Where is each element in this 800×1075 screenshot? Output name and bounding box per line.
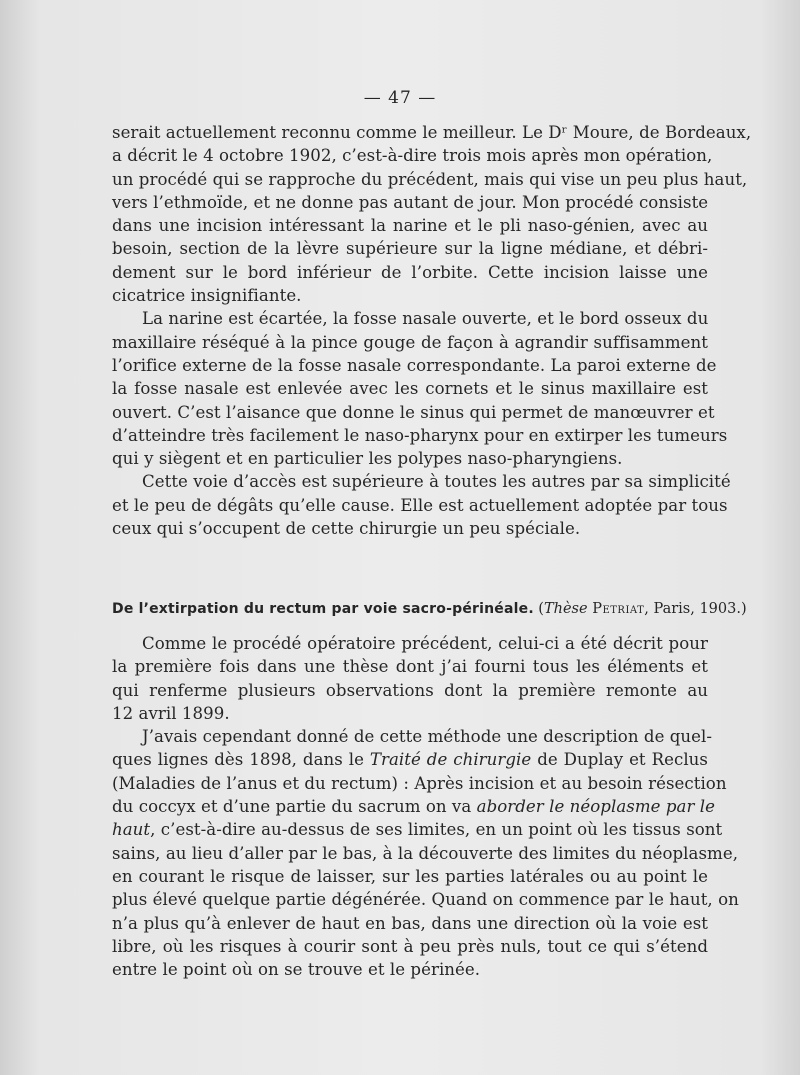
text-line: Comme le procédé opératoire précédent, celui-ci a été décrit pour	[142, 634, 708, 653]
italic-emphasis: aborder le néoplasme par le	[476, 797, 715, 817]
text-line: entre le point où on se trouve et le périnée.	[112, 960, 481, 980]
text-line: maxillaire réséqué à la pince gouge de façon à agrandir suffisamment	[112, 332, 708, 352]
text-line: dans une incision intéressant la narine et le pli naso-génien, avec au	[112, 216, 708, 236]
text-line: la première fois dans une thèse dont j’ai fourni tous les éléments et	[112, 657, 708, 677]
text-line: 12 avril 1899.	[112, 703, 230, 723]
text-line	[112, 818, 723, 841]
top-text-block	[112, 121, 752, 540]
text-line: vers l’ethmoïde, et ne donne pas autant de jour. Mon procédé consiste	[112, 192, 709, 212]
text-line: qui y siègent et en particulier les polypes naso-pharyngiens.	[112, 449, 623, 469]
text-line: sains, au lieu d’aller par le bas, à la découverte des limites du néoplasme,	[112, 843, 739, 863]
text-line: d’atteindre très facilement le naso-pharynx pour en extirper les tumeurs	[112, 425, 728, 445]
page-number: — 47 —	[363, 88, 437, 108]
text-line: La narine est écartée, la fosse nasale ouverte, et le bord osseux du	[142, 309, 709, 329]
text-line: l’orifice externe de la fosse nasale correspondante. La paroi externe de	[112, 355, 717, 375]
section-reference	[538, 601, 746, 617]
section-title: De l’extirpation du rectum par voie sacro-périnéale.	[112, 601, 534, 617]
italic-title: Traité de chirurgie	[369, 750, 532, 770]
text-line: dement sur le bord inférieur de l’orbite. Cette incision laisse une	[112, 262, 708, 282]
ref-these: Thèse	[543, 601, 588, 617]
text-line: qui renferme plusieurs observations dont la première remonte au	[112, 680, 708, 700]
text-line: n’a plus qu’à enlever de haut en bas, dans une direction où la voie est	[112, 913, 708, 933]
text-line: ouvert. C’est l’aisance que donne le sinus qui permet de manœuvrer et	[112, 402, 715, 422]
text-line: Cette voie d’accès est supérieure à toutes les autres par sa simplicité	[142, 472, 731, 492]
text-run: du coccyx et d’une partie du sacrum on va	[112, 797, 477, 817]
text-line: un procédé qui se rapproche du précédent, mais qui vise un peu plus haut,	[112, 169, 748, 189]
text-line: cicatrice insignifiante.	[112, 286, 302, 306]
text-line: ceux qui s’occupent de cette chirurgie un peu spéciale.	[112, 519, 581, 539]
ref-open: (	[538, 601, 544, 617]
ref-author: Petriat	[592, 601, 645, 617]
ref-rest: , Paris, 1903.)	[644, 601, 747, 617]
text-line: plus élevé quelque partie dégénérée. Quand on commence par le haut, on	[112, 890, 739, 910]
text-line: (Maladies de l’anus et du rectum) : Après incision et au besoin résection	[112, 773, 727, 793]
italic-emphasis: haut	[112, 820, 151, 840]
text-line: la fosse nasale est enlevée avec les cornets et le sinus maxillaire est	[112, 379, 708, 399]
text-line: a décrit le 4 octobre 1902, c’est-à-dire trois mois après mon opération,	[112, 146, 713, 166]
text-line	[112, 748, 708, 771]
text-line: serait actuellement reconnu comme le meilleur. Le Dʳ Moure, de Bordeaux,	[112, 123, 752, 142]
text-line	[112, 795, 715, 818]
text-run: de Duplay et Reclus	[531, 750, 708, 770]
bottom-text-block	[112, 632, 739, 981]
text-line: J’avais cependant donné de cette méthode une description de quel-	[142, 727, 713, 747]
text-line: en courant le risque de laisser, sur les parties latérales ou au point le	[112, 866, 708, 886]
text-line: libre, où les risques à courir sont à peu près nuls, tout ce qui s’étend	[112, 936, 708, 956]
text-run: ques lignes dès 1898, dans le	[112, 750, 370, 770]
text-line: et le peu de dégâts qu’elle cause. Elle est actuellement adoptée par tous	[112, 495, 728, 515]
section-heading	[112, 597, 747, 621]
text-line: besoin, section de la lèvre supérieure sur la ligne médiane, et débri-	[112, 239, 708, 259]
text-run: , c’est-à-dire au-dessus de ses limites, en un point où les tissus sont	[150, 820, 723, 840]
